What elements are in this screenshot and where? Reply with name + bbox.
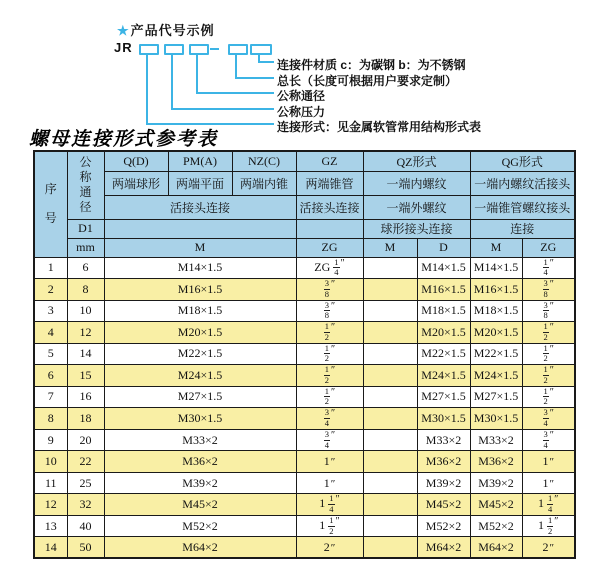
header-qz-desc: 一端内螺纹 (363, 171, 470, 195)
header-type-qz: QZ形式 (363, 151, 470, 171)
table-row (34, 494, 575, 516)
cell-dn: 6 (67, 257, 104, 279)
code-digit-box-2 (164, 44, 184, 55)
header-qg-desc: 一端内螺纹活接头 (470, 171, 575, 195)
code-label-length: 总长（长度可根据用户要求定制） (277, 74, 458, 88)
cell-qg_m: M18×1.5 (470, 300, 522, 322)
cell-qz_m (363, 451, 417, 473)
code-label-material: 连接件材质 c：为碳钢 b：为不锈钢 (277, 58, 466, 72)
code-digit-box-4 (228, 44, 248, 55)
cell-qg_zg: 1 $\frac{1}{2}$ ″ (522, 515, 575, 537)
cell-qg_m: M33×2 (470, 429, 522, 451)
cell-dn: 50 (67, 537, 104, 559)
table-body (34, 257, 575, 558)
cell-qz_d: M64×2 (417, 537, 470, 559)
cell-qg_zg: 1″ (522, 451, 575, 473)
code-digit-box-3 (189, 44, 209, 55)
cell-qg_m: M14×1.5 (470, 257, 522, 279)
cell-qz_d: M27×1.5 (417, 386, 470, 408)
cell-qg_zg: $\frac{1}{4}$ ″ (522, 257, 575, 279)
cell-dn: 25 (67, 472, 104, 494)
product-code-diagram (0, 0, 600, 134)
cell-qz_d: M30×1.5 (417, 408, 470, 430)
table-row (34, 515, 575, 537)
cell-qg_zg: $\frac{3}{8}$ ″ (522, 279, 575, 301)
cell-gz: 1″ (296, 451, 363, 473)
cell-qg_zg: 2″ (522, 537, 575, 559)
cell-gz: $\frac{3}{4}$ ″ (296, 408, 363, 430)
cell-m: M24×1.5 (104, 365, 296, 387)
cell-dn: 32 (67, 494, 104, 516)
table-row (34, 257, 575, 279)
cell-qg_zg: 1″ (522, 472, 575, 494)
header-gz-union: 活接头连接 (296, 195, 363, 219)
table-row (34, 429, 575, 451)
cell-qz_m (363, 343, 417, 365)
cell-gz: $\frac{3}{8}$ ″ (296, 279, 363, 301)
header-nz-desc: 两端内锥 (232, 171, 296, 195)
header-gz-desc: 两端锥管 (296, 171, 363, 195)
cell-qz_d: M24×1.5 (417, 365, 470, 387)
table-row (34, 386, 575, 408)
header-unit-qz-m: M (363, 238, 417, 257)
code-label-pressure: 公称压力 (277, 105, 326, 119)
cell-qz_d: M33×2 (417, 429, 470, 451)
cell-no: 1 (34, 257, 67, 279)
code-label-connection: 连接形式：见金属软管常用结构形式表 (277, 120, 482, 134)
table-row (34, 343, 575, 365)
header-type-pm: PM(A) (168, 151, 232, 171)
header-qg-connect: 连接 (470, 219, 575, 238)
header-unit-qg-m: M (470, 238, 522, 257)
cell-qz_d: M36×2 (417, 451, 470, 473)
code-label-diameter: 公称通径 (277, 89, 326, 103)
cell-qz_d: M39×2 (417, 472, 470, 494)
cell-dn: 12 (67, 322, 104, 344)
cell-m: M18×1.5 (104, 300, 296, 322)
cell-m: M45×2 (104, 494, 296, 516)
cell-m: M52×2 (104, 515, 296, 537)
connector-line (235, 77, 274, 79)
cell-gz: $\frac{1}{2}$ ″ (296, 386, 363, 408)
connector-line (258, 61, 274, 63)
cell-m: M30×1.5 (104, 408, 296, 430)
cell-gz: 1″ (296, 472, 363, 494)
code-dash (210, 48, 219, 50)
cell-m: M20×1.5 (104, 322, 296, 344)
cell-qg_m: M27×1.5 (470, 386, 522, 408)
cell-m: M64×2 (104, 537, 296, 559)
cell-qz_d: M16×1.5 (417, 279, 470, 301)
cell-no: 10 (34, 451, 67, 473)
cell-dn: 18 (67, 408, 104, 430)
connector-line (171, 53, 173, 109)
cell-gz: $\frac{1}{2}$ ″ (296, 343, 363, 365)
cell-qg_m: M52×2 (470, 515, 522, 537)
cell-gz: $\frac{3}{8}$ ″ (296, 300, 363, 322)
cell-m: M16×1.5 (104, 279, 296, 301)
cell-qg_zg: $\frac{3}{4}$ ″ (522, 408, 575, 430)
cell-qg_zg: $\frac{1}{2}$ ″ (522, 322, 575, 344)
cell-no: 3 (34, 300, 67, 322)
cell-qz_d: M18×1.5 (417, 300, 470, 322)
cell-qz_d: M52×2 (417, 515, 470, 537)
cell-dn: 8 (67, 279, 104, 301)
header-type-nz: NZ(C) (232, 151, 296, 171)
diagram-heading-text: 产品代号示例 (130, 23, 215, 38)
cell-no: 13 (34, 515, 67, 537)
header-q-desc: 两端球形 (104, 171, 168, 195)
header-qg-taper-thread: 一端锥管螺纹接头 (470, 195, 575, 219)
cell-qz_m (363, 429, 417, 451)
table-row (34, 322, 575, 344)
cell-qz_d: M45×2 (417, 494, 470, 516)
cell-qg_m: M30×1.5 (470, 408, 522, 430)
cell-dn: 15 (67, 365, 104, 387)
cell-no: 4 (34, 322, 67, 344)
cell-dn: 16 (67, 386, 104, 408)
connector-line (235, 53, 237, 78)
connector-line (171, 108, 274, 110)
header-nominal-diameter: 公称通径 (67, 151, 104, 219)
connector-line (146, 53, 148, 124)
header-blank-gz (296, 219, 363, 238)
table-row (34, 537, 575, 559)
cell-qg_zg: $\frac{3}{8}$ ″ (522, 300, 575, 322)
cell-qg_m: M24×1.5 (470, 365, 522, 387)
cell-qg_m: M39×2 (470, 472, 522, 494)
cell-qz_m (363, 279, 417, 301)
cell-qz_d: M22×1.5 (417, 343, 470, 365)
cell-qz_m (363, 300, 417, 322)
header-qz-external-thread: 一端外螺纹 (363, 195, 470, 219)
cell-no: 9 (34, 429, 67, 451)
cell-dn: 22 (67, 451, 104, 473)
table-row (34, 472, 575, 494)
cell-dn: 20 (67, 429, 104, 451)
cell-qg_m: M20×1.5 (470, 322, 522, 344)
cell-dn: 10 (67, 300, 104, 322)
cell-no: 12 (34, 494, 67, 516)
cell-no: 2 (34, 279, 67, 301)
cell-gz: 1 $\frac{1}{2}$ ″ (296, 515, 363, 537)
cell-qg_m: M16×1.5 (470, 279, 522, 301)
cell-m: M36×2 (104, 451, 296, 473)
table-row (34, 279, 575, 301)
header-serial: 序号 (34, 151, 67, 257)
header-type-q: Q(D) (104, 151, 168, 171)
cell-qz_m (363, 386, 417, 408)
table-row (34, 408, 575, 430)
cell-m: M22×1.5 (104, 343, 296, 365)
header-pm-desc: 两端平面 (168, 171, 232, 195)
code-prefix: JR (114, 40, 133, 55)
header-unit-zg: ZG (296, 238, 363, 257)
table-title: 螺母连接形式参考表 (29, 128, 219, 150)
header-type-gz: GZ (296, 151, 363, 171)
cell-no: 8 (34, 408, 67, 430)
cell-no: 11 (34, 472, 67, 494)
header-qz-ball-joint: 球形接头连接 (363, 219, 470, 238)
cell-qg_m: M45×2 (470, 494, 522, 516)
cell-gz: $\frac{1}{2}$ ″ (296, 365, 363, 387)
cell-gz: $\frac{3}{4}$ ″ (296, 429, 363, 451)
cell-no: 6 (34, 365, 67, 387)
cell-qg_m: M64×2 (470, 537, 522, 559)
cell-dn: 40 (67, 515, 104, 537)
cell-qz_m (363, 515, 417, 537)
header-type-qg: QG形式 (470, 151, 575, 171)
cell-qg_m: M22×1.5 (470, 343, 522, 365)
cell-m: M27×1.5 (104, 386, 296, 408)
nut-connection-reference-table (33, 150, 576, 559)
cell-qg_zg: $\frac{1}{2}$ ″ (522, 386, 575, 408)
diagram-heading (117, 20, 215, 39)
cell-gz: 2″ (296, 537, 363, 559)
cell-gz: ZG $\frac{1}{4}$ ″ (296, 257, 363, 279)
table-row (34, 365, 575, 387)
cell-gz: $\frac{1}{2}$ ″ (296, 322, 363, 344)
cell-no: 5 (34, 343, 67, 365)
cell-qz_d: M14×1.5 (417, 257, 470, 279)
header-unit-mm: mm (67, 238, 104, 257)
cell-gz: 1 $\frac{1}{4}$ ″ (296, 494, 363, 516)
header-d1: D1 (67, 219, 104, 238)
header-unit-qz-d: D (417, 238, 470, 257)
cell-qg_zg: 1 $\frac{1}{4}$ ″ (522, 494, 575, 516)
cell-no: 14 (34, 537, 67, 559)
star-icon: ★ (117, 23, 130, 38)
code-digit-box-5 (250, 44, 272, 55)
header-blank-left (104, 219, 296, 238)
header-unit-qg-zg: ZG (522, 238, 575, 257)
code-digit-box-1 (139, 44, 159, 55)
cell-qg_m: M36×2 (470, 451, 522, 473)
cell-qz_m (363, 257, 417, 279)
cell-qz_m (363, 322, 417, 344)
cell-no: 7 (34, 386, 67, 408)
table-row (34, 300, 575, 322)
cell-qg_zg: $\frac{1}{2}$ ″ (522, 365, 575, 387)
cell-dn: 14 (67, 343, 104, 365)
header-unit-m: M (104, 238, 296, 257)
cell-qz_m (363, 472, 417, 494)
cell-qz_m (363, 365, 417, 387)
cell-qz_d: M20×1.5 (417, 322, 470, 344)
cell-qg_zg: $\frac{3}{4}$ ″ (522, 429, 575, 451)
cell-qg_zg: $\frac{1}{2}$ ″ (522, 343, 575, 365)
header-union-connection: 活接头连接 (104, 195, 296, 219)
cell-qz_m (363, 494, 417, 516)
cell-m: M33×2 (104, 429, 296, 451)
cell-qz_m (363, 537, 417, 559)
cell-qz_m (363, 408, 417, 430)
cell-m: M14×1.5 (104, 257, 296, 279)
table-row (34, 451, 575, 473)
cell-m: M39×2 (104, 472, 296, 494)
connector-line (196, 53, 198, 93)
connector-line (196, 92, 274, 94)
